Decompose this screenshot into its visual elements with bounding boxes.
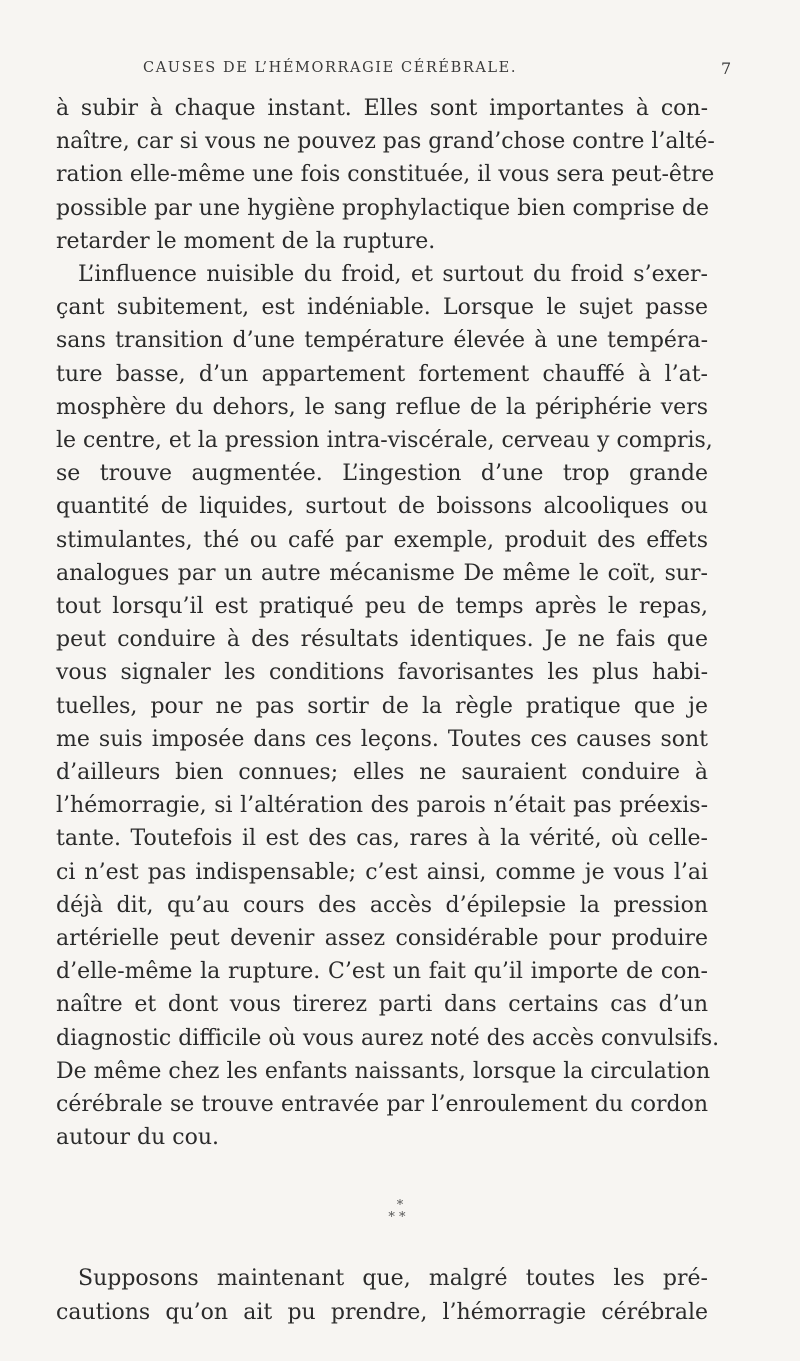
text-line: mosphère du dehors, le sang reflue de la périphérie vers	[56, 394, 708, 420]
text-line: tuelles, pour ne pas sortir de la règle pratique que je	[56, 693, 708, 719]
text-line: possible par une hygiène prophylactique bien comprise de	[56, 195, 709, 221]
text-line: à subir à chaque instant. Elles sont importantes à con-	[56, 96, 708, 121]
text-line: stimulantes, thé ou café par exemple, produit des effets	[56, 527, 708, 553]
text-line: naître, car si vous ne pouvez pas grand’chose contre l’alté-	[56, 129, 715, 155]
text-line: vous signaler les conditions favorisantes les plus habi-	[56, 660, 708, 686]
text-line: diagnostic difficile où vous aurez noté des accès convulsifs.	[56, 1025, 720, 1051]
text-line: artérielle peut devenir assez considérable pour produire	[56, 926, 708, 952]
text-line: quantité de liquides, surtout de boissons alcooliques ou	[56, 494, 708, 520]
text-line: ci n’est pas indispensable; c’est ainsi, comme je vous l’ai	[56, 859, 708, 885]
text-line: cérébrale se trouve entravée par l’enroulement du cordon	[56, 1092, 708, 1118]
text-line: analogues par un autre mécanisme De même le coït, sur-	[56, 560, 708, 586]
running-title: CAUSES DE L’HÉMORRAGIE CÉRÉBRALE.	[143, 60, 518, 76]
asterism-top: *	[396, 1198, 404, 1213]
text-line: me suis imposée dans ces leçons. Toutes ces causes sont	[56, 726, 708, 752]
text-line: peut conduire à des résultats identiques. Je ne fais que	[56, 627, 708, 653]
text-line: naître et dont vous tirerez parti dans certains cas d’un	[56, 992, 708, 1018]
text-line: retarder le moment de la rupture.	[56, 228, 436, 254]
text-line: d’elle-même la rupture. C’est un fait qu’il importe de con-	[56, 959, 708, 985]
text-line: l’hémorragie, si l’altération des parois n’était pas préexis-	[56, 793, 708, 819]
text-line: cautions qu’on ait pu prendre, l’hémorragie cérébrale	[56, 1300, 708, 1325]
text-line: sans transition d’une température élevée à une tempéra-	[56, 328, 708, 354]
page-header	[0, 60, 800, 82]
asterism-bottom: * *	[388, 1210, 406, 1225]
final-paragraph	[56, 1262, 708, 1330]
section-asterism	[0, 1200, 800, 1224]
text-line: L’influence nuisible du froid, et surtout du froid s’exer-	[78, 262, 708, 288]
text-line: çant subitement, est indéniable. Lorsque le sujet passe	[56, 295, 708, 321]
text-line: Supposons maintenant que, malgré toutes les pré-	[78, 1266, 708, 1291]
text-line: se trouve augmentée. L’ingestion d’une trop grande	[56, 461, 708, 487]
main-text	[56, 92, 720, 1155]
text-line: le centre, et la pression intra-viscérale, cerveau y compris,	[56, 428, 713, 454]
page-number: 7	[721, 59, 732, 78]
text-line: ration elle-même une fois constituée, il vous sera peut-être	[56, 162, 715, 188]
text-line: ture basse, d’un appartement fortement chauffé à l’at-	[56, 361, 708, 387]
paragraph-2	[56, 258, 720, 1154]
text-line: autour du cou.	[56, 1125, 220, 1151]
text-line: d’ailleurs bien connues; elles ne sauraient conduire à	[56, 760, 708, 786]
text-line: déjà dit, qu’au cours des accès d’épilepsie la pression	[56, 892, 708, 918]
text-line: tout lorsqu’il est pratiqué peu de temps après le repas,	[56, 594, 708, 620]
text-line: De même chez les enfants naissants, lorsque la circulation	[56, 1058, 711, 1084]
text-line: tante. Toutefois il est des cas, rares à la vérité, où celle-	[56, 826, 708, 852]
paragraph-1	[56, 92, 715, 258]
